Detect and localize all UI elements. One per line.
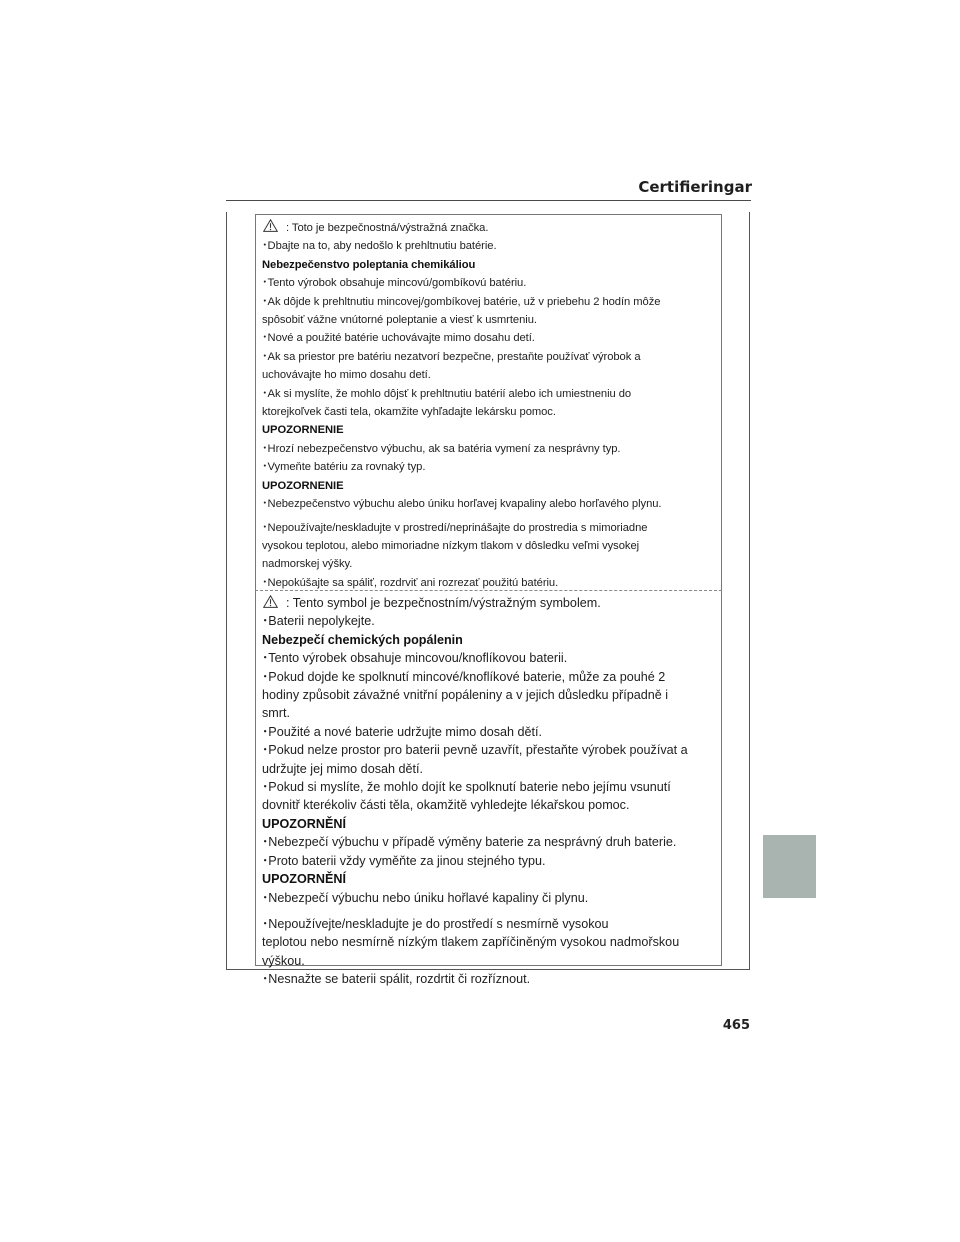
warning-triangle-icon — [263, 595, 278, 608]
czech-line: dovnitř kterékoliv části těla, okamžitě vyhledejte lékařskou pomoc. — [262, 798, 630, 813]
czech-line: udržujte jej mimo dosah dětí. — [262, 761, 424, 776]
czech-line: ･Nebezpečí výbuchu v případě výměny baterie za nesprávný druh baterie. — [262, 835, 677, 850]
czech-line: ･Baterii nepolykejte. — [262, 614, 375, 629]
slovak-heading: UPOZORNENIE — [262, 479, 344, 492]
czech-warning-section — [262, 594, 718, 989]
czech-heading: UPOZORNĚNÍ — [262, 872, 346, 887]
slovak-line: ･Ak dôjde k prehltnutiu mincovej/gombíkovej batérie, už v priebehu 2 hodín môže — [262, 295, 661, 308]
page-number: 465 — [722, 1018, 750, 1033]
slovak-heading: Nebezpečenstvo poleptania chemikáliou — [262, 258, 476, 271]
header-rule — [226, 200, 751, 201]
czech-heading: UPOZORNĚNÍ — [262, 816, 346, 831]
czech-line: hodiny způsobit závažné vnitřní popáleniny a v jejich důsledku případně i — [262, 688, 669, 703]
slovak-line: ･Nepokúšajte sa spáliť, rozdrviť ani rozrezať použitú batériu. — [262, 576, 559, 589]
slovak-line: ･Nové a použité batérie uchovávajte mimo dosahu detí. — [262, 332, 535, 345]
slovak-line: uchovávajte ho mimo dosahu detí. — [262, 369, 431, 382]
slovak-line: ･Hrozí nebezpečenstvo výbuchu, ak sa batéria vymení za nesprávny typ. — [262, 442, 621, 455]
czech-line: smrt. — [262, 706, 290, 721]
czech-line: ･Použité a nové baterie udržujte mimo dosah dětí. — [262, 724, 543, 739]
slovak-symbol-line — [262, 219, 718, 237]
czech-line: ･Proto baterii vždy vyměňte za jinou stejného typu. — [262, 853, 546, 868]
slovak-line: ･Ak sa priestor pre batériu nezatvorí bezpečne, prestaňte používať výrobok a — [262, 350, 641, 363]
czech-line: ･Tento výrobek obsahuje mincovou/knoflíkovou baterii. — [262, 651, 568, 666]
czech-symbol-line — [262, 594, 718, 612]
slovak-line: ･Nepoužívajte/neskladujte v prostredí/neprinášajte do prostredia s mimoriadne — [262, 521, 648, 534]
czech-line: výškou. — [262, 953, 305, 968]
slovak-line: ･Nebezpečenstvo výbuchu alebo úniku horľavej kvapaliny alebo horľavého plynu. — [262, 498, 662, 511]
czech-symbol-text: : Tento symbol je bezpečnostním/výstražným symbolem. — [286, 596, 601, 610]
czech-line: ･Nebezpečí výbuchu nebo úniku hořlavé kapaliny či plynu. — [262, 890, 589, 905]
czech-line: ･Nepoužívejte/neskladujte je do prostředí s nesmírně vysokou — [262, 916, 609, 931]
slovak-line: ･Vymeňte batériu za rovnaký typ. — [262, 461, 426, 474]
czech-line: ･Pokud si myslíte, že mohlo dojít ke spolknutí baterie nebo jejímu vsunutí — [262, 780, 671, 795]
czech-line: ･Pokud dojde ke spolknutí mincové/knoflíkové baterie, může za pouhé 2 — [262, 669, 666, 684]
slovak-line: ･Dbajte na to, aby nedošlo k prehltnutiu batérie. — [262, 240, 497, 253]
chapter-side-tab — [763, 835, 816, 898]
slovak-warning-section — [262, 219, 718, 592]
slovak-line: vysokou teplotou, alebo mimoriadne nízkym tlakom v dôsledku veľmi vysokej — [262, 539, 640, 552]
warning-triangle-icon — [263, 219, 278, 232]
page-header-title: Certifieringar — [638, 178, 752, 196]
czech-heading: Nebezpečí chemických popálenin — [262, 632, 463, 647]
slovak-symbol-text: : Toto je bezpečnostná/výstražná značka. — [286, 222, 489, 234]
slovak-line: ･Tento výrobok obsahuje mincovú/gombíkovú batériu. — [262, 277, 527, 290]
slovak-line: nadmorskej výšky. — [262, 558, 353, 571]
slovak-line: ktorejkoľvek časti tela, okamžite vyhľadajte lekársku pomoc. — [262, 406, 556, 419]
slovak-line: ･Ak si myslíte, že mohlo dôjsť k prehltnutiu batérií alebo ich umiestneniu do — [262, 387, 632, 400]
slovak-line: spôsobiť vážne vnútorné poleptanie a viesť k usmrteniu. — [262, 314, 537, 327]
czech-line: teplotou nebo nesmírně nízkým tlakem zapříčiněným vysokou nadmořskou — [262, 935, 680, 950]
slovak-heading: UPOZORNENIE — [262, 424, 344, 437]
czech-line: ･Pokud nelze prostor pro baterii pevně uzavřít, přestaňte výrobek používat a — [262, 743, 688, 758]
czech-line: ･Nesnažte se baterii spálit, rozdrtit či rozříznout. — [262, 972, 531, 987]
